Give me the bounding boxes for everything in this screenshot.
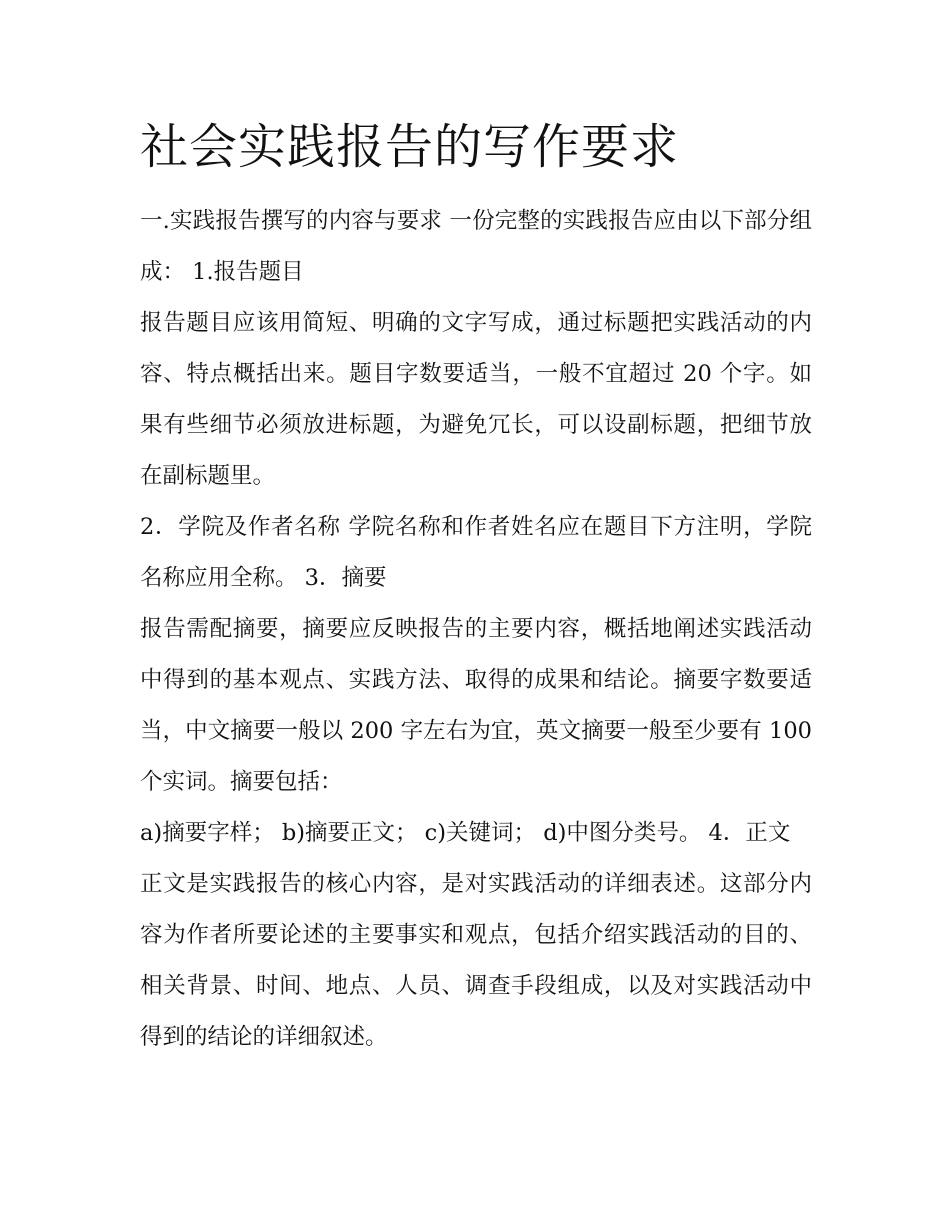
paragraph-abstract-items: a)摘要字样； b)摘要正文； c)关键词； d)中图分类号。 4．正文 xyxy=(140,820,791,846)
document-body xyxy=(140,112,812,1063)
paragraph-report-title: 报告题目应该用简短、明确的文字写成，通过标题把实践活动的内容、特点概括出来。题目字数要适当，一般不宜超过 20 个字。如果有些细节必须放进标题，为避免冗长，可以设副标题，把细节放在副标题里。 xyxy=(140,310,812,489)
paragraph-report-outline: 一.实践报告撰写的内容与要求 一份完整的实践报告应由以下部分组成： 1.报告题目 xyxy=(140,208,812,285)
document-title: 社会实践报告的写作要求 xyxy=(140,119,680,175)
paragraph-main-text: 正文是实践报告的核心内容，是对实践活动的详细表述。这部分内容为作者所要论述的主要事实和观点，包括介绍实践活动的目的、相关背景、时间、地点、人员、调查手段组成，以及对实践活动中得到的结论的详细叙述。 xyxy=(140,871,812,1050)
paragraph-college-author: 2．学院及作者名称 学院名称和作者姓名应在题目下方注明，学院名称应用全称。 3．摘要 xyxy=(140,514,812,591)
paragraph-abstract: 报告需配摘要，摘要应反映报告的主要内容，概括地阐述实践活动中得到的基本观点、实践方法、取得的成果和结论。摘要字数要适当，中文摘要一般以 200 字左右为宜，英文摘要一般至少要有 100 个实词。摘要包括： xyxy=(140,616,812,795)
